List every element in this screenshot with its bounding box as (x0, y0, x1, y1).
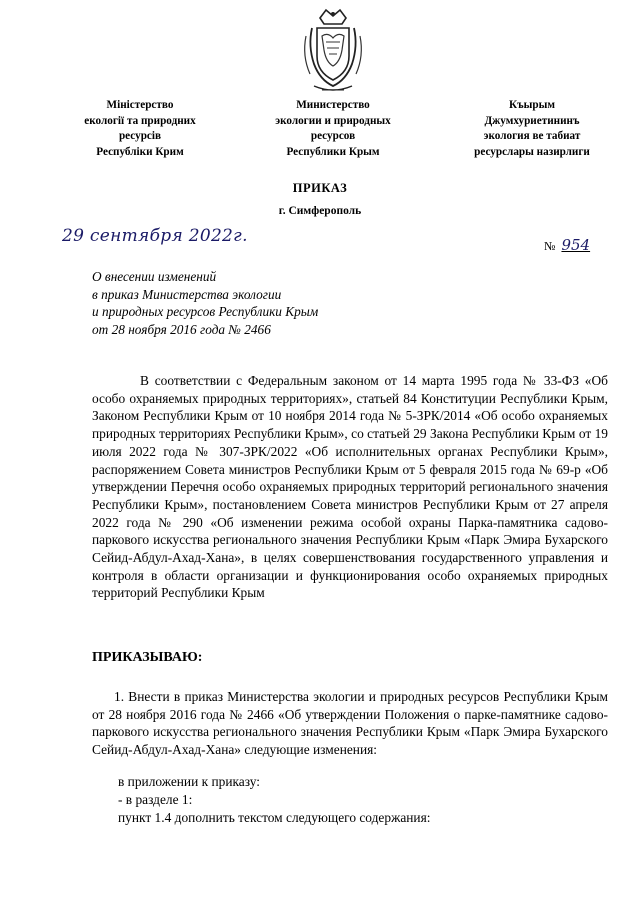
subitem-line-1: в приложении к приказу: (118, 774, 260, 789)
handwritten-date: 29 сентября 2022г. (62, 226, 248, 246)
ministry-russian: Министерство экологии и природных ресурсов Республики Крым (275, 99, 391, 158)
order-subject: О внесении изменений в приказ Министерства экологии и природных ресурсов Республики Крым от 28 ноября 2016 года № 2466 (92, 269, 319, 337)
order-number (544, 236, 590, 254)
subitem-line-3: пункт 1.4 дополнить текстом следующего содержания: (118, 810, 431, 825)
document-city: г. Симферополь (278, 205, 362, 217)
item-1-paragraph: 1. Внести в приказ Министерства экологии и природных ресурсов Республики Крым от 28 ноября 2016 года № 2466 «Об утверждении Положения о парке-памятнике садово-паркового искусства регионального значения Республики Крым «Парк Эмира Бухарского Сейид-Абдул-Ахад-Хана» следующие изменения: (92, 689, 608, 758)
number-sign: № (544, 239, 556, 253)
order-heading: ПРИКАЗЫВАЮ: (92, 650, 203, 665)
ministry-crimean-tatar: Къырым Джумхуриетининъ экология ве табиат ресурслары назирлиги (474, 99, 590, 158)
preamble-paragraph: В соответствии с Федеральным законом от 14 марта 1995 года № 33-ФЗ «Об особо охраняемых природных территориях», статьей 84 Конституции Республики Крым, Законом Республики Крым от 10 ноября 2014 года № 5-ЗРК/2014 «Об особо охраняемых природных территориях Республики Крым», со статьей 29 Закона Республики Крым от 19 июля 2022 года № 307-ЗРК/2022 «Об исполнительных органах Республики Крым», распоряжением Совета министров Республики Крым от 5 февраля 2015 года № 69-р «Об утверждении Перечня особо охраняемых природных территорий регионального значения Республики Крым», постановлением Совета министров Республики Крым от 27 апреля 2022 года № 290 «Об изменении режима особой охраны Парка-памятника садово-паркового искусства регионального значения Республики Крым «Парк Эмира Бухарского Сейид-Абдул-Ахад-Хана», в целях совершенствования государственного управления и контроля в области организации и функционирования особо охраняемых природных территорий Республики Крым (92, 373, 608, 601)
ministry-ukrainian: Міністерство екології та природних ресурсів Республіки Крим (84, 99, 196, 158)
document-title: ПРИКАЗ (292, 181, 348, 195)
crimea-coat-of-arms-icon (300, 6, 366, 94)
subitem-line-2: - в разделе 1: (118, 792, 193, 807)
handwritten-number: 954 (561, 236, 591, 254)
